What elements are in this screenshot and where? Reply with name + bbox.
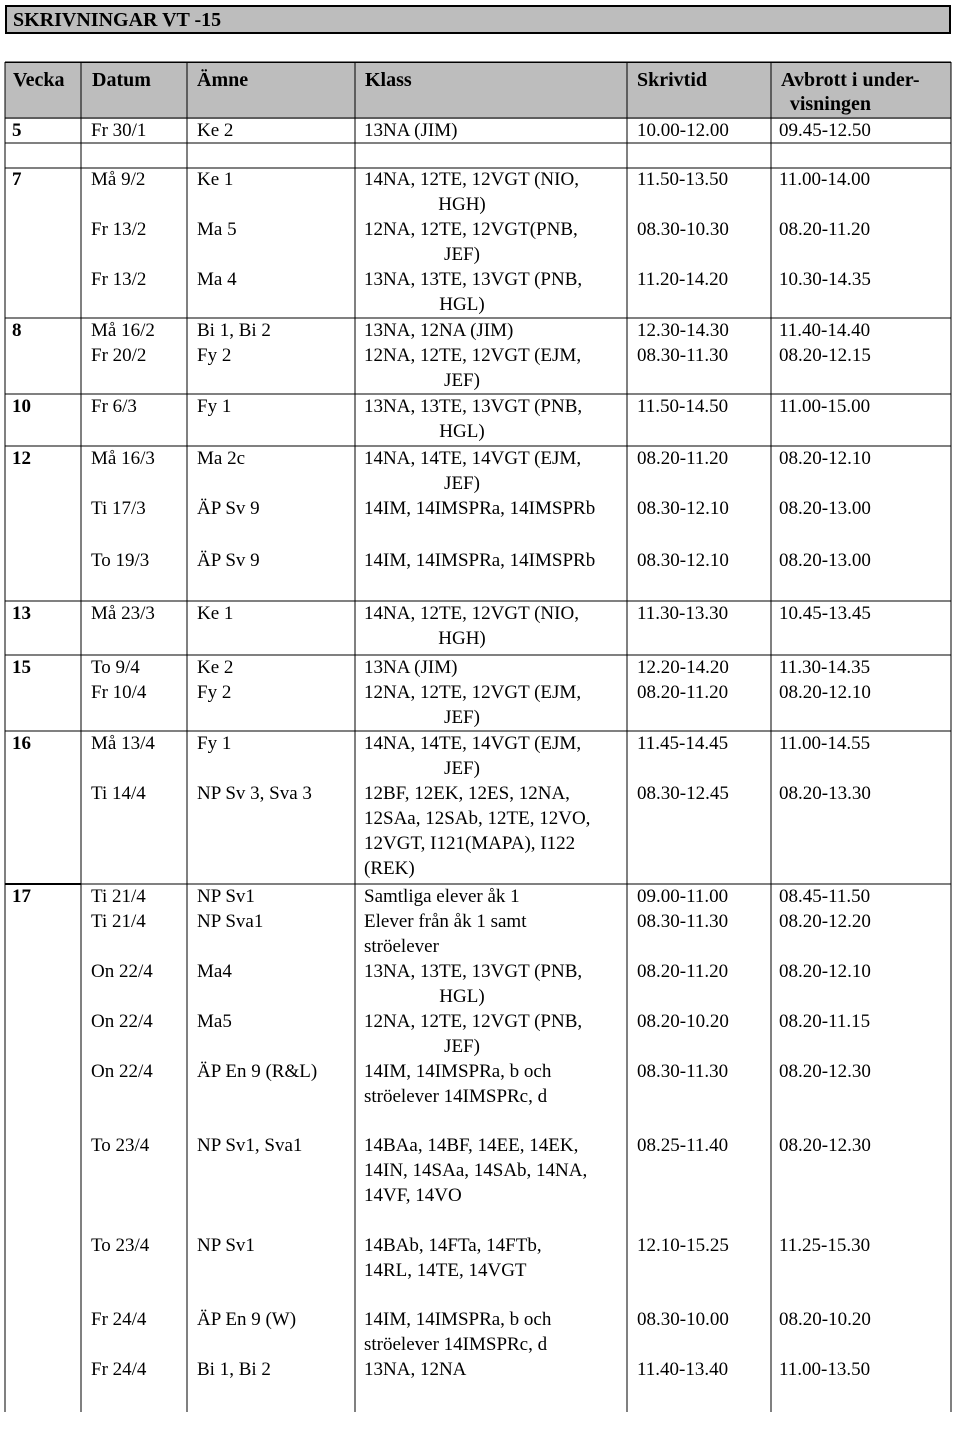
cell-amne: ÄP Sv 9 (197, 498, 260, 519)
cell-datum: To 9/4 (91, 657, 140, 678)
cell-datum: Fr 30/1 (91, 120, 147, 141)
cell-avbrott: 11.00-15.00 (779, 396, 871, 417)
cell-klass: HGL) (439, 986, 485, 1007)
cell-amne: Fy 1 (197, 396, 232, 417)
cell-klass: 12NA, 12TE, 12VGT (EJM, (364, 345, 582, 366)
cell-klass: 12SAa, 12SAb, 12TE, 12VO, (364, 808, 591, 829)
cell-klass: 12BF, 12EK, 12ES, 12NA, (364, 783, 570, 804)
header-amne: Ämne (197, 69, 249, 91)
cell-skrivtid: 11.50-14.50 (637, 396, 729, 417)
cell-avbrott: 08.20-12.15 (779, 345, 871, 366)
cell-datum: Må 13/4 (91, 733, 155, 754)
cell-amne: Ke 1 (197, 603, 234, 624)
cell-skrivtid: 08.20-11.20 (637, 448, 729, 469)
cell-datum: To 23/4 (91, 1235, 150, 1256)
cell-skrivtid: 09.00-11.00 (637, 886, 729, 907)
cell-klass: 14RL, 14TE, 14VGT (364, 1260, 527, 1281)
header-vecka: Vecka (13, 69, 65, 91)
cell-klass: HGH) (438, 194, 486, 215)
header-avbrott-line1: Avbrott i under- (781, 69, 920, 91)
cell-klass: JEF) (444, 758, 480, 779)
header-skrivtid: Skrivtid (637, 69, 708, 91)
cell-skrivtid: 12.20-14.20 (637, 657, 729, 678)
cell-avbrott: 08.20-12.10 (779, 448, 871, 469)
cell-skrivtid: 10.00-12.00 (637, 120, 729, 141)
cell-klass: 14NA, 14TE, 14VGT (EJM, (364, 448, 582, 469)
cell-amne: Fy 2 (197, 682, 232, 703)
cell-avbrott: 10.30-14.35 (779, 269, 871, 290)
cell-avbrott: 11.00-13.50 (779, 1359, 871, 1380)
cell-klass: JEF) (444, 473, 480, 494)
cell-amne: ÄP En 9 (W) (197, 1309, 297, 1330)
cell-amne: Ma 2c (197, 448, 246, 469)
cell-datum: On 22/4 (91, 961, 153, 982)
cell-skrivtid: 11.40-13.40 (637, 1359, 729, 1380)
cell-klass: ströelever 14IMSPRc, d (364, 1334, 548, 1355)
cell-klass: 14IM, 14IMSPRa, 14IMSPRb (364, 550, 596, 571)
cell-amne: Bi 1, Bi 2 (197, 1359, 271, 1380)
cell-avbrott: 11.00-14.55 (779, 733, 871, 754)
cell-klass: 12NA, 12TE, 12VGT(PNB, (364, 219, 578, 240)
page-title: SKRIVNINGAR VT -15 (5, 5, 951, 34)
cell-avbrott: 08.20-12.30 (779, 1061, 871, 1082)
cell-amne: Fy 1 (197, 733, 232, 754)
cell-avbrott: 08.20-12.20 (779, 911, 871, 932)
cell-amne: Ma5 (197, 1011, 232, 1032)
cell-klass: 14NA, 12TE, 12VGT (NIO, (364, 603, 579, 624)
cell-amne: Ma4 (197, 961, 232, 982)
cell-avbrott: 08.20-13.00 (779, 550, 871, 571)
cell-vecka: 12 (12, 448, 31, 469)
cell-klass: 12NA, 12TE, 12VGT (PNB, (364, 1011, 583, 1032)
cell-datum: Fr 10/4 (91, 682, 147, 703)
cell-skrivtid: 08.30-10.30 (637, 219, 729, 240)
cell-avbrott: 08.20-13.30 (779, 783, 871, 804)
cell-klass: ströelever 14IMSPRc, d (364, 1086, 548, 1107)
cell-vecka: 5 (12, 120, 22, 141)
cell-klass: ströelever (364, 936, 439, 957)
cell-klass: JEF) (444, 244, 480, 265)
cell-skrivtid: 11.45-14.45 (637, 733, 729, 754)
cell-avbrott: 08.20-11.20 (779, 219, 871, 240)
cell-avbrott: 10.45-13.45 (779, 603, 871, 624)
cell-amne: Ke 1 (197, 169, 234, 190)
cell-skrivtid: 08.30-11.30 (637, 1061, 729, 1082)
header-klass: Klass (365, 69, 412, 91)
cell-amne: ÄP En 9 (R&L) (197, 1061, 318, 1082)
cell-amne: Ke 2 (197, 657, 234, 678)
cell-datum: Må 23/3 (91, 603, 155, 624)
cell-klass: 14IM, 14IMSPRa, b och (364, 1061, 552, 1082)
cell-klass: JEF) (444, 707, 480, 728)
cell-vecka: 15 (12, 657, 31, 678)
cell-vecka: 7 (12, 169, 22, 190)
cell-skrivtid: 08.30-11.30 (637, 345, 729, 366)
cell-skrivtid: 08.25-11.40 (637, 1135, 729, 1156)
cell-klass: JEF) (444, 1036, 480, 1057)
cell-amne: Ma 5 (197, 219, 237, 240)
cell-datum: Ti 14/4 (91, 783, 146, 804)
cell-datum: Må 9/2 (91, 169, 146, 190)
cell-klass: HGL) (439, 421, 485, 442)
cell-avbrott: 11.40-14.40 (779, 320, 871, 341)
cell-avbrott: 11.25-15.30 (779, 1235, 871, 1256)
cell-klass: Elever från åk 1 samt (364, 911, 527, 932)
cell-klass: 14BAb, 14FTa, 14FTb, (364, 1235, 542, 1256)
cell-avbrott: 08.20-12.30 (779, 1135, 871, 1156)
cell-klass: HGL) (439, 294, 485, 315)
cell-amne: NP Sva1 (197, 911, 264, 932)
cell-datum: Fr 20/2 (91, 345, 147, 366)
cell-klass: 14BAa, 14BF, 14EE, 14EK, (364, 1135, 579, 1156)
cell-amne: NP Sv1 (197, 1235, 255, 1256)
header-datum: Datum (92, 69, 151, 91)
cell-klass: 13NA, 12NA (364, 1359, 467, 1380)
cell-avbrott: 09.45-12.50 (779, 120, 871, 141)
cell-klass: 13NA (JIM) (364, 120, 458, 141)
cell-amne: NP Sv1 (197, 886, 255, 907)
cell-klass: 14IN, 14SAa, 14SAb, 14NA, (364, 1160, 588, 1181)
cell-skrivtid: 12.30-14.30 (637, 320, 729, 341)
cell-klass: 13NA (JIM) (364, 657, 458, 678)
cell-skrivtid: 08.20-10.20 (637, 1011, 729, 1032)
cell-klass: 13NA, 13TE, 13VGT (PNB, (364, 269, 583, 290)
cell-skrivtid: 08.30-10.00 (637, 1309, 729, 1330)
cell-amne: ÄP Sv 9 (197, 550, 260, 571)
cell-avbrott: 08.20-13.00 (779, 498, 871, 519)
cell-vecka: 8 (12, 320, 22, 341)
cell-datum: Ti 21/4 (91, 911, 146, 932)
cell-vecka: 13 (12, 603, 31, 624)
cell-datum: Ti 21/4 (91, 886, 146, 907)
cell-skrivtid: 08.20-11.20 (637, 682, 729, 703)
cell-amne: Bi 1, Bi 2 (197, 320, 271, 341)
cell-klass: 14NA, 14TE, 14VGT (EJM, (364, 733, 582, 754)
cell-amne: NP Sv1, Sva1 (197, 1135, 303, 1156)
cell-datum: Fr 24/4 (91, 1309, 147, 1330)
cell-datum: To 19/3 (91, 550, 150, 571)
cell-klass: 13NA, 13TE, 13VGT (PNB, (364, 961, 583, 982)
cell-amne: Ke 2 (197, 120, 234, 141)
cell-avbrott: 08.20-12.10 (779, 961, 871, 982)
cell-vecka: 17 (12, 886, 31, 907)
cell-skrivtid: 08.30-12.10 (637, 498, 729, 519)
cell-skrivtid: 08.30-11.30 (637, 911, 729, 932)
cell-klass: 14IM, 14IMSPRa, 14IMSPRb (364, 498, 596, 519)
cell-klass: 12VGT, I121(MAPA), I122 (364, 833, 576, 854)
cell-avbrott: 08.20-12.10 (779, 682, 871, 703)
cell-klass: Samtliga elever åk 1 (364, 886, 520, 907)
cell-datum: Fr 24/4 (91, 1359, 147, 1380)
cell-datum: Fr 13/2 (91, 219, 147, 240)
header-avbrott-line2: visningen (789, 93, 871, 115)
cell-amne: NP Sv 3, Sva 3 (197, 783, 312, 804)
cell-datum: Må 16/2 (91, 320, 155, 341)
cell-avbrott: 11.00-14.00 (779, 169, 871, 190)
cell-avbrott: 11.30-14.35 (779, 657, 871, 678)
cell-klass: 14VF, 14VO (364, 1185, 462, 1206)
cell-amne: Fy 2 (197, 345, 232, 366)
cell-avbrott: 08.20-10.20 (779, 1309, 871, 1330)
cell-klass: 14IM, 14IMSPRa, b och (364, 1309, 552, 1330)
cell-avbrott: 08.20-11.15 (779, 1011, 871, 1032)
cell-datum: On 22/4 (91, 1011, 153, 1032)
cell-datum: On 22/4 (91, 1061, 153, 1082)
cell-skrivtid: 11.30-13.30 (637, 603, 729, 624)
cell-klass: 12NA, 12TE, 12VGT (EJM, (364, 682, 582, 703)
cell-datum: Fr 6/3 (91, 396, 137, 417)
cell-skrivtid: 11.20-14.20 (637, 269, 729, 290)
cell-vecka: 16 (12, 733, 31, 754)
cell-datum: Må 16/3 (91, 448, 155, 469)
cell-skrivtid: 11.50-13.50 (637, 169, 729, 190)
cell-amne: Ma 4 (197, 269, 237, 290)
cell-klass: (REK) (364, 858, 415, 879)
cell-klass: JEF) (444, 370, 480, 391)
cell-skrivtid: 12.10-15.25 (637, 1235, 729, 1256)
cell-klass: 14NA, 12TE, 12VGT (NIO, (364, 169, 579, 190)
cell-klass: 13NA, 13TE, 13VGT (PNB, (364, 396, 583, 417)
cell-avbrott: 08.45-11.50 (779, 886, 871, 907)
cell-vecka: 10 (12, 396, 31, 417)
cell-datum: Fr 13/2 (91, 269, 147, 290)
cell-datum: To 23/4 (91, 1135, 150, 1156)
cell-klass: 13NA, 12NA (JIM) (364, 320, 514, 341)
cell-skrivtid: 08.30-12.45 (637, 783, 729, 804)
cell-skrivtid: 08.30-12.10 (637, 550, 729, 571)
cell-skrivtid: 08.20-11.20 (637, 961, 729, 982)
cell-klass: HGH) (438, 628, 486, 649)
cell-datum: Ti 17/3 (91, 498, 146, 519)
